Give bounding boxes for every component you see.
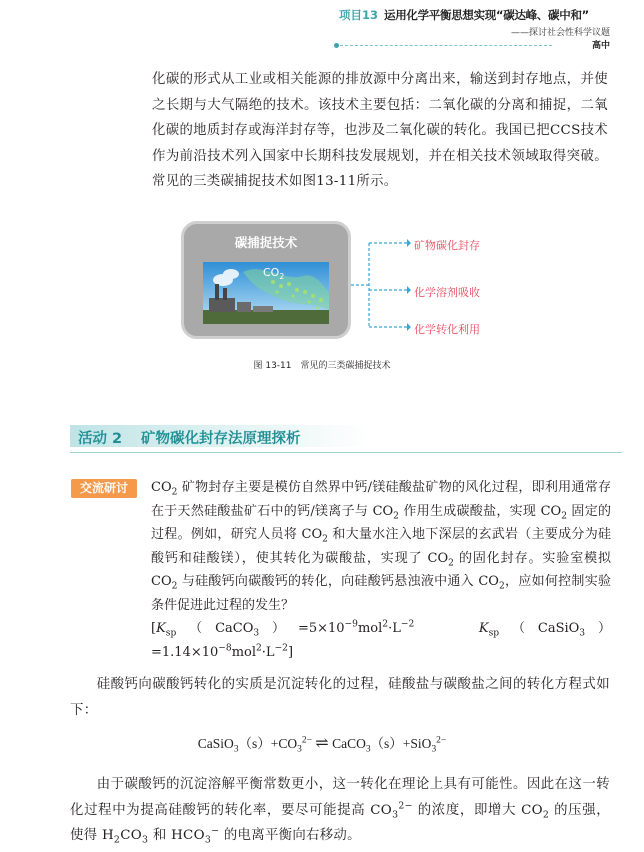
conversion-equation: $CaSiO_3(s)+CO_3^{2-}$ ⇌ CaCO$_3$（s）+SiO$_3^{2-}$ bbox=[197, 735, 447, 755]
conclusion-paragraph: 由于碳酸钙的沉淀溶解平衡常数更小，这一转化在理论上具有可能性。因此在这一转化过程中为提高硅酸钙的转化率，要尽可能提高 $CO_3^{2-}$ 的浓度，即增大 $CO_2$ 的压强，使得 $H_2CO_3$ 和 $HCO_3^-$ 的电离平衡向右移动。 bbox=[70, 777, 610, 846]
header-title: 运用化学平衡思想实现“碳达峰、碳中和” bbox=[384, 8, 589, 22]
discussion-text: $CO_2$ 矿物封存主要是模仿自然界中钙/镁硅酸盐矿物的风化过程，即利用通常存在于天然硅酸盐矿石中的钙/镁离子与 $CO_2$ 作用生成碳酸盐，实现 $CO_2$ 固定的过程。例如，研究人员将 $CO_2$ 和大量水注入地下深层的玄武岩（主要成分为硅酸钙和硅酸镁），使其转化为碳酸盐，实现了 $CO_2$ 的固化封存。实验室模拟 $CO_2$ 与硅酸钙向碳酸钙的转化，向硅酸钙悬浊液中通入 $CO_2$，应如何控制实验条件促进此过程的发生？ [$K_{sp}(CaCO_3)=5\times 10^{-9}mol^2\cdot L^{-2}$ $K_{sp}(CaSiO_3)=1.14\times 10^{-8}mol^2\cdot L^{-2}$] bbox=[151, 480, 611, 660]
activity-number: 活动 2 bbox=[78, 431, 123, 447]
co2-label: $CO_2$ bbox=[263, 266, 285, 282]
figure-caption: 图 13-11 常见的三类碳捕捉技术 bbox=[253, 361, 391, 371]
activity-title: 矿物碳化封存法原理探析 bbox=[141, 431, 301, 447]
branch-chemical-conversion: 化学转化利用 bbox=[414, 323, 480, 336]
branch-solvent-absorption: 化学溶剂吸收 bbox=[414, 286, 480, 299]
discussion-badge: 交流研讨 bbox=[71, 479, 137, 498]
header-divider bbox=[340, 45, 552, 46]
figure-box-title: 碳捕捉技术 bbox=[234, 235, 298, 250]
header-grade-tag: 高中 bbox=[591, 41, 610, 51]
activity-divider bbox=[70, 452, 622, 453]
header-subtitle: ——探讨社会性科学议题 bbox=[510, 28, 610, 38]
conversion-paragraph: 硅酸钙向碳酸钙转化的实质是沉淀转化的过程，硅酸盐与碳酸盐之间的转化方程式如下： bbox=[70, 677, 610, 718]
header-project-label: 项目13 bbox=[339, 8, 379, 22]
branch-mineral-carbonation: 矿物碳化封存 bbox=[414, 239, 480, 252]
header-dot bbox=[334, 43, 339, 48]
intro-paragraph: 化碳的形式从工业或相关能源的排放源中分离出来，输送到封存地点，并使之长期与大气隔绝的技术。该技术主要包括：二氧化碳的分离和捕捉，二氧化碳的地质封存或海洋封存等，也涉及二氧化碳的转化。我国已把CCS技术作为前沿技术列入国家中长期科技发展规划，并在相关技术领域取得突破。常见的三类碳捕捉技术如图13-11所示。 bbox=[152, 72, 608, 189]
branch-arrows bbox=[351, 235, 411, 335]
